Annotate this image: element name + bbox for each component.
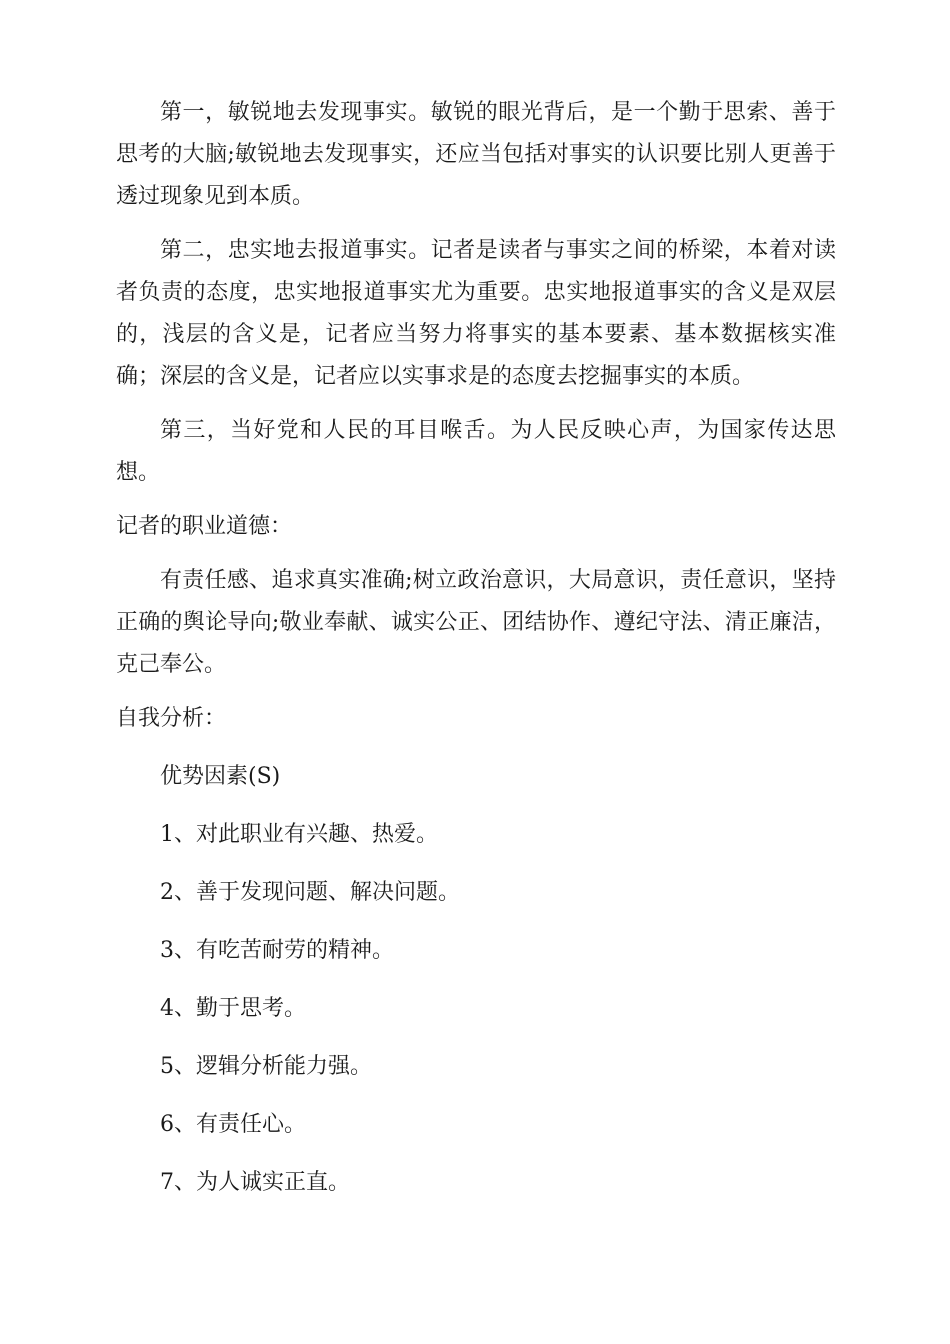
list-item: 2、善于发现问题、解决问题。 bbox=[160, 880, 460, 905]
list-item: 4、勤于思考。 bbox=[160, 996, 306, 1021]
paragraph-mouthpiece: 第三，当好党和人民的耳目喉舌。为人民反映心声，为国家传达思想。 bbox=[116, 418, 836, 485]
self-analysis-heading: 自我分析： bbox=[116, 706, 227, 731]
paragraph-faithful-reporting: 第二，忠实地去报道事实。记者是读者与事实之间的桥梁，本着对读者负责的态度，忠实地报道事实尤为重要。忠实地报道事实的含义是双层的，浅层的含义是，记者应当努力将事实的基本要素、基本数据核实准确；深层的含义是，记者应以实事求是的态度去挖掘事实的本质。 bbox=[116, 238, 836, 389]
list-item: 1、对此职业有兴趣、热爱。 bbox=[160, 822, 438, 847]
list-item: 5、逻辑分析能力强。 bbox=[160, 1054, 372, 1079]
paragraph-sharp-discovery: 第一，敏锐地去发现事实。敏锐的眼光背后，是一个勤于思索、善于思考的大脑;敏锐地去发现事实，还应当包括对事实的认识要比别人更善于透过现象见到本质。 bbox=[116, 100, 836, 209]
list-item: 6、有责任心。 bbox=[160, 1112, 306, 1137]
list-item: 3、有吃苦耐劳的精神。 bbox=[160, 938, 394, 963]
strengths-subheading: 优势因素(S) bbox=[160, 764, 281, 789]
list-item: 7、为人诚实正直。 bbox=[160, 1170, 350, 1195]
document-page bbox=[116, 92, 836, 1204]
ethics-body: 有责任感、追求真实准确;树立政治意识，大局意识，责任意识，坚持正确的舆论导向;敬业奉献、诚实公正、团结协作、遵纪守法、清正廉洁，克己奉公。 bbox=[116, 568, 836, 677]
ethics-heading: 记者的职业道德： bbox=[116, 514, 293, 539]
